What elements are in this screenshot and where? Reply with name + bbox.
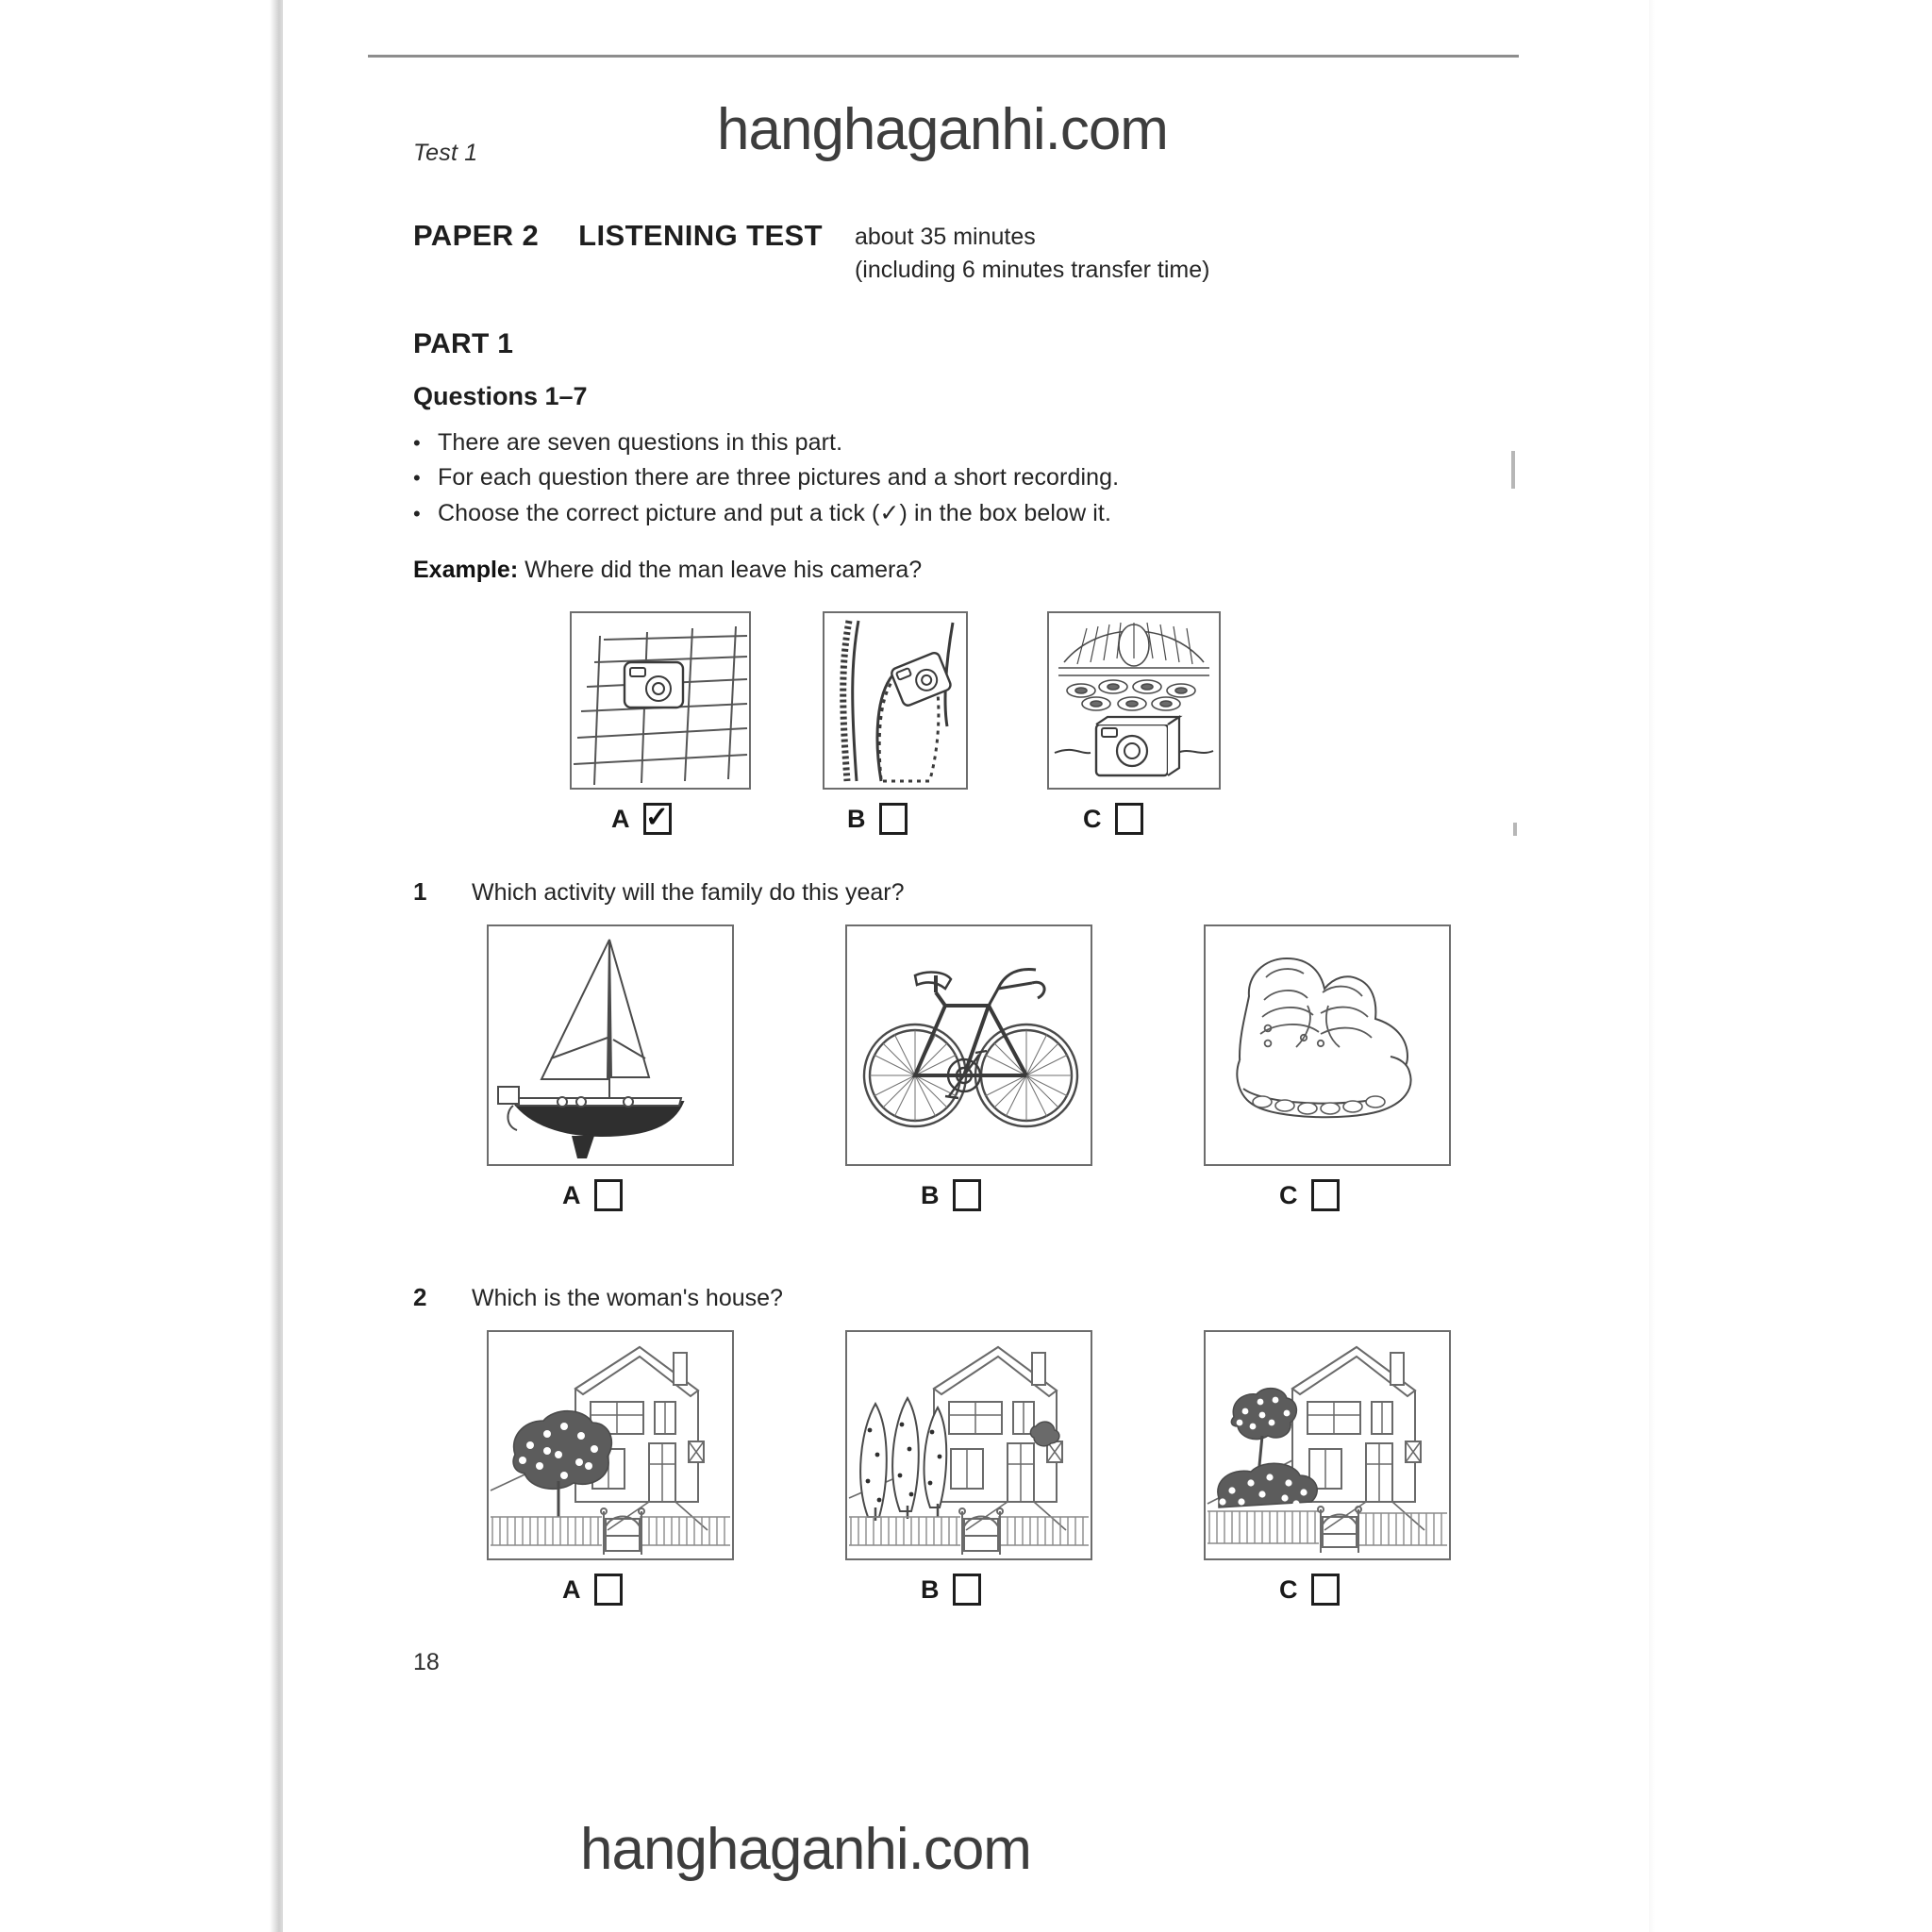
paper-title: LISTENING TEST — [578, 219, 823, 252]
answer-checkbox-2c[interactable] — [1311, 1574, 1340, 1606]
question-number: 2 — [413, 1283, 427, 1311]
answer-checkbox-2a[interactable] — [594, 1574, 623, 1606]
question-1-option-b — [830, 924, 1189, 1211]
paper-number: PAPER 2 — [413, 219, 540, 252]
question-2-picture-c — [1204, 1330, 1451, 1560]
page-number: 18 — [413, 1649, 440, 1675]
question-2-option-a — [472, 1330, 830, 1606]
example-picture-a — [570, 611, 751, 790]
scanned-page — [283, 0, 1649, 1932]
answer-checkbox-1a[interactable] — [594, 1179, 623, 1211]
option-letter: B — [921, 1180, 940, 1209]
bullet-icon: • — [413, 431, 421, 455]
bullet-icon: • — [413, 466, 421, 490]
answer-checkbox-a[interactable] — [643, 803, 672, 835]
instructions-list — [413, 429, 1451, 535]
question-1-picture-b — [845, 924, 1092, 1166]
option-letter: A — [562, 1180, 581, 1209]
option-letter: C — [1083, 804, 1102, 833]
watermark-top: hanghaganhi.com — [717, 97, 1168, 162]
question-2-answer-row-b — [921, 1574, 1189, 1606]
question-2-answer-row-c — [1279, 1574, 1547, 1606]
list-item — [413, 429, 1451, 457]
question-text: Which activity will the family do this year? — [472, 879, 905, 906]
option-letter: B — [921, 1574, 940, 1604]
option-letter: C — [1279, 1574, 1298, 1604]
example-option-a — [557, 611, 792, 835]
option-letter: C — [1279, 1180, 1298, 1209]
list-item — [413, 499, 1451, 527]
question-2-option-b — [830, 1330, 1189, 1606]
question-1-answer-row-a — [562, 1179, 830, 1211]
part-title: PART 1 — [413, 328, 514, 359]
example-label: Example: — [413, 557, 519, 583]
question-text: Which is the woman's house? — [472, 1285, 783, 1311]
example-option-c — [1028, 611, 1264, 835]
watermark-bottom: hanghaganhi.com — [580, 1817, 1031, 1882]
question-2-head — [413, 1283, 783, 1312]
questions-range: Questions 1–7 — [413, 382, 588, 410]
question-number: 1 — [413, 877, 427, 906]
list-item — [413, 464, 1451, 491]
running-head-test-label: Test 1 — [413, 140, 478, 166]
instruction-text: There are seven questions in this part. — [438, 429, 843, 456]
scan-artifact — [1511, 451, 1515, 489]
instruction-text: For each question there are three pictures and a short recording. — [438, 464, 1120, 491]
page-content-column — [368, 0, 1564, 1932]
question-1-option-a — [472, 924, 830, 1211]
question-1-options — [472, 924, 1547, 1211]
instruction-text: Choose the correct picture and put a tick (✓) in the box below it. — [438, 500, 1112, 526]
question-2-answer-row-a — [562, 1574, 830, 1606]
question-1-head — [413, 877, 904, 907]
option-letter: A — [562, 1574, 581, 1604]
duration-line-2: (including 6 minutes transfer time) — [854, 256, 1210, 283]
answer-checkbox-c[interactable] — [1115, 803, 1143, 835]
question-2-picture-a — [487, 1330, 734, 1560]
question-1-picture-a — [487, 924, 734, 1166]
option-letter: B — [847, 804, 866, 833]
bullet-icon: • — [413, 502, 421, 525]
header-rule — [368, 55, 1519, 58]
question-1-picture-c — [1204, 924, 1451, 1166]
example-picture-b — [823, 611, 968, 790]
tick-icon: ✓ — [644, 801, 670, 833]
example-question-text: Where did the man leave his camera? — [525, 557, 923, 583]
example-answer-row-b — [847, 803, 1028, 835]
option-letter: A — [611, 804, 630, 833]
question-1-answer-row-c — [1279, 1179, 1547, 1211]
paper-heading — [413, 219, 1210, 286]
question-2-options — [472, 1330, 1547, 1606]
answer-checkbox-2b[interactable] — [953, 1574, 981, 1606]
example-prompt — [413, 557, 922, 584]
answer-checkbox-b[interactable] — [879, 803, 908, 835]
answer-checkbox-1c[interactable] — [1311, 1179, 1340, 1211]
example-picture-c — [1047, 611, 1221, 790]
scan-artifact — [1513, 823, 1517, 836]
question-2-option-c — [1189, 1330, 1547, 1606]
answer-checkbox-1b[interactable] — [953, 1179, 981, 1211]
question-1-answer-row-b — [921, 1179, 1189, 1211]
question-2-picture-b — [845, 1330, 1092, 1560]
example-answer-row-c — [1083, 803, 1264, 835]
paper-duration — [855, 221, 1210, 286]
question-1-option-c — [1189, 924, 1547, 1211]
duration-line-1: about 35 minutes — [854, 224, 1036, 250]
example-answer-row-a — [611, 803, 792, 835]
example-options — [557, 611, 1264, 835]
example-option-b — [792, 611, 1028, 835]
